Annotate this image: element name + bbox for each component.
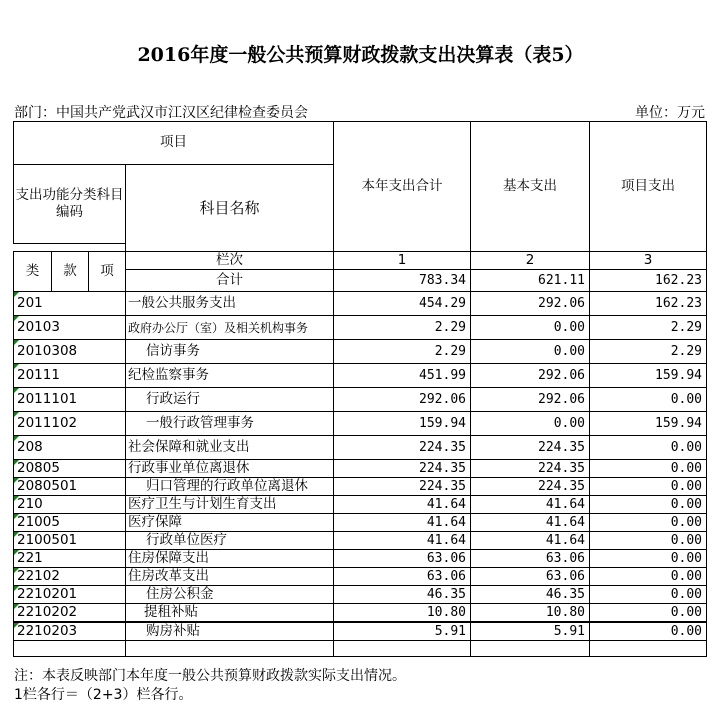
row-name: 住房保障支出 [126,550,334,568]
row-code: 201 [14,292,126,316]
row-project: 0.00 [590,496,707,514]
row-basic: 46.35 [471,586,590,604]
row-total: 224.35 [334,436,471,460]
row-basic: 41.64 [471,532,590,550]
row-total: 2.29 [334,316,471,340]
row-name: 行政单位医疗 [126,532,334,550]
sum-project: 162.23 [590,270,707,292]
row-total: 46.35 [334,586,471,604]
row-name: 提租补贴 [126,604,334,622]
table-row [14,514,707,532]
sum-basic: 621.11 [471,270,590,292]
sum-label: 合计 [126,270,334,292]
row-project: 159.94 [590,412,707,436]
empty-row [14,641,707,657]
sum-total: 783.34 [334,270,471,292]
row-total: 63.06 [334,550,471,568]
row-total: 224.35 [334,478,471,496]
table-row [14,364,707,388]
table-row [14,478,707,496]
header-col1: 1 [334,252,471,270]
row-project: 162.23 [590,292,707,316]
row-name: 一般行政管理事务 [126,412,334,436]
row-name: 住房改革支出 [126,568,334,586]
row-code: 2100501 [14,532,126,550]
row-code: 20805 [14,460,126,478]
row-code: 20111 [14,364,126,388]
department-label: 部门：中国共产党武汉市江汉区纪律检查委员会 [14,105,308,121]
row-total: 41.64 [334,496,471,514]
row-project: 0.00 [590,436,707,460]
table-row [14,622,707,641]
header-project-expense: 项目支出 [590,122,707,252]
row-code: 221 [14,550,126,568]
row-project: 0.00 [590,568,707,586]
header-total: 本年支出合计 [334,122,471,252]
table-row [14,532,707,550]
row-basic: 41.64 [471,514,590,532]
row-basic: 292.06 [471,388,590,412]
row-basic: 292.06 [471,364,590,388]
row-name: 纪检监察事务 [126,364,334,388]
row-project: 0.00 [590,388,707,412]
row-total: 5.91 [334,622,471,641]
row-total: 292.06 [334,388,471,412]
empty-cell [590,641,707,657]
row-code: 208 [14,436,126,460]
row-code: 21005 [14,514,126,532]
row-basic: 0.00 [471,412,590,436]
header-lanci: 栏次 [126,252,334,270]
row-project: 0.00 [590,586,707,604]
header-lei: 类 [14,252,52,292]
table-row [14,586,707,604]
row-code: 2210201 [14,586,126,604]
header-xiang: 项 [89,252,126,292]
header-project: 项目 [14,122,334,165]
empty-cell [334,641,471,657]
row-code: 2010308 [14,340,126,364]
table-row [14,436,707,460]
table-row [14,340,707,364]
row-project: 159.94 [590,364,707,388]
row-name: 购房补贴 [126,622,334,641]
table-row [14,460,707,478]
row-basic: 41.64 [471,496,590,514]
row-project: 0.00 [590,604,707,622]
row-basic: 0.00 [471,316,590,340]
header-code-group: 支出功能分类科目编码 [14,165,126,244]
row-basic: 224.35 [471,460,590,478]
row-project: 0.00 [590,532,707,550]
row-name: 一般公共服务支出 [126,292,334,316]
row-name: 社会保障和就业支出 [126,436,334,460]
row-project: 0.00 [590,460,707,478]
row-total: 454.29 [334,292,471,316]
table-row [14,292,707,316]
table-row [14,388,707,412]
row-code: 22102 [14,568,126,586]
unit-label: 单位：万元 [635,105,705,121]
row-name: 行政事业单位离退休 [126,460,334,478]
row-project: 0.00 [590,514,707,532]
row-name: 医疗保障 [126,514,334,532]
row-name: 政府办公厅（室）及相关机构事务 [126,316,334,340]
header-basic: 基本支出 [471,122,590,252]
row-total: 159.94 [334,412,471,436]
row-total: 41.64 [334,532,471,550]
row-code: 2011102 [14,412,126,436]
row-project: 2.29 [590,316,707,340]
row-total: 63.06 [334,568,471,586]
table-row [14,568,707,586]
row-total: 224.35 [334,460,471,478]
row-basic: 292.06 [471,292,590,316]
header-subject-name: 科目名称 [126,165,334,252]
row-code: 2210203 [14,622,126,641]
header-kuan: 款 [52,252,89,292]
row-basic: 10.80 [471,604,590,622]
row-name: 归口管理的行政单位离退休 [126,478,334,496]
row-total: 41.64 [334,514,471,532]
row-total: 2.29 [334,340,471,364]
empty-cell [126,641,334,657]
note-line-2: 1栏各行＝（2+3）栏各行。 [14,687,193,703]
row-project: 0.00 [590,622,707,641]
row-code: 2080501 [14,478,126,496]
header-col2: 2 [471,252,590,270]
row-name: 信访事务 [126,340,334,364]
row-name: 医疗卫生与计划生育支出 [126,496,334,514]
row-basic: 5.91 [471,622,590,641]
row-basic: 224.35 [471,478,590,496]
row-total: 451.99 [334,364,471,388]
table-row [14,604,707,622]
row-code: 2011101 [14,388,126,412]
table-row [14,412,707,436]
expenditure-table [13,121,707,657]
row-basic: 63.06 [471,568,590,586]
row-name: 行政运行 [126,388,334,412]
empty-cell [471,641,590,657]
empty-cell [14,641,126,657]
table-row [14,496,707,514]
row-project: 0.00 [590,478,707,496]
row-project: 2.29 [590,340,707,364]
row-basic: 224.35 [471,436,590,460]
note-line-1: 注：本表反映部门本年度一般公共预算财政拨款实际支出情况。 [14,668,406,684]
row-code: 20103 [14,316,126,340]
table-row [14,550,707,568]
page-title: 2016年度一般公共预算财政拨款支出决算表（表5） [137,44,584,66]
row-basic: 63.06 [471,550,590,568]
row-code: 210 [14,496,126,514]
header-col3: 3 [590,252,707,270]
row-basic: 0.00 [471,340,590,364]
table-row [14,316,707,340]
row-total: 10.80 [334,604,471,622]
row-code: 2210202 [14,604,126,622]
row-name: 住房公积金 [126,586,334,604]
row-project: 0.00 [590,550,707,568]
